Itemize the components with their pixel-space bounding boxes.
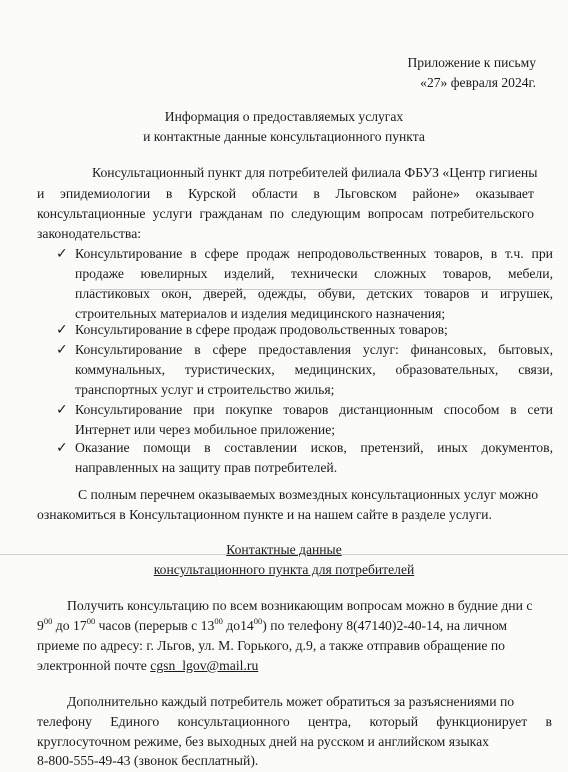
work-hours-start-minutes: 00	[43, 616, 53, 626]
service-item-line: Консультирование в сфере продаж продовольственных товаров;	[75, 322, 448, 337]
service-item-line: пластиковых окон, дверей, одежды, обуви, детских товаров и игрушек,	[75, 286, 553, 301]
additional-line-3: круглосуточном режиме, без выходных дней на русском и английском языках	[37, 734, 490, 749]
intro-line-1: Консультационный пункт для потребителей филиала ФБУЗ «Центр гигиены	[92, 165, 538, 180]
service-item-line: направленных на защиту прав потребителей.	[75, 460, 338, 475]
appendix-date: «27» февраля 2024г.	[420, 75, 536, 90]
contacts-line-3: приеме по адресу: г. Льгов, ул. М. Горького, д.9, а также отправив обращение по	[37, 638, 506, 653]
additional-line-4: 8-800-555-49-43 (звонок бесплатный).	[37, 753, 259, 768]
work-hours-end: до 17	[52, 618, 87, 633]
intro-line-3: консультационные услуги гражданам по следующим вопросам потребительского	[37, 206, 534, 221]
email-prefix: электронной почте	[37, 658, 151, 673]
checkmark-icon: ✓	[56, 246, 68, 262]
service-item-line: Консультирование в сфере предоставления услуг: финансовых, бытовых,	[75, 342, 553, 357]
paid-services-line-1: С полным перечнем оказываемых возмездных консультационных услуг можно	[78, 487, 539, 502]
intro-line-4: законодательства:	[37, 226, 142, 241]
contacts-line-1: Получить консультацию по всем возникающим вопросам можно в будние дни с	[67, 598, 533, 613]
break-text: часов (перерыв с 13	[95, 618, 215, 633]
contacts-line-2	[37, 616, 552, 636]
checkmark-icon: ✓	[56, 402, 68, 418]
additional-line-2: телефону Единого консультационного центра, который функционирует в	[37, 714, 552, 729]
checkmark-icon: ✓	[56, 322, 68, 338]
service-item-line: продаже ювелирных изделий, технически сложных товаров, мебели,	[75, 266, 553, 281]
contacts-line-4	[37, 656, 534, 676]
contacts-heading-subtitle: консультационного пункта для потребителей	[153, 562, 415, 577]
checkmark-icon: ✓	[56, 440, 68, 456]
intro-line-2: и эпидемиологии в Курской области в Льговском районе» оказывает	[37, 186, 534, 201]
phone-text: ) по телефону 8(47140)2-40-14, на личном	[262, 618, 508, 633]
checkmark-icon: ✓	[56, 342, 68, 358]
document-title-line-2: и контактные данные консультационного пункта	[143, 129, 425, 144]
service-item-line: Интернет или через мобильное приложение;	[75, 422, 336, 437]
service-item-line: строительных материалов и изделия медицинского назначения;	[75, 306, 446, 321]
contacts-heading-title: Контактные данные	[226, 542, 342, 557]
service-item-line: транспортных услуг и строительство жилья;	[75, 382, 335, 397]
service-item-line: Консультирование при покупке товаров дистанционным способом в сети	[75, 402, 553, 417]
email-link[interactable]: cgsn_lgov@mail.ru	[150, 658, 259, 673]
work-hours-end-minutes: 00	[86, 616, 96, 626]
contacts-heading-line-2	[0, 560, 568, 580]
service-item-line: Оказание помощи в составлении исков, претензий, иных документов,	[75, 440, 553, 455]
document-title-line-1: Информация о предоставляемых услугах	[164, 109, 404, 124]
break-start-minutes: 00	[214, 616, 223, 626]
paid-services-line-2: ознакомиться в Консультационном пункте и на нашем сайте в разделе услуги.	[37, 507, 492, 522]
additional-line-1: Дополнительно каждый потребитель может обратиться за разъяснениями по	[67, 694, 515, 709]
break-end-minutes: 00	[253, 616, 263, 626]
break-end: до14	[222, 618, 254, 633]
service-item-line: коммунальных, туристических, медицинских, образовательных, связи,	[75, 362, 553, 377]
contacts-heading-line-1	[0, 540, 568, 560]
appendix-line-1: Приложение к письму	[407, 55, 536, 70]
service-item-line: Консультирование в сфере продаж непродовольственных товаров, в т.ч. при	[75, 246, 553, 261]
work-hours-start: 9	[37, 618, 44, 633]
